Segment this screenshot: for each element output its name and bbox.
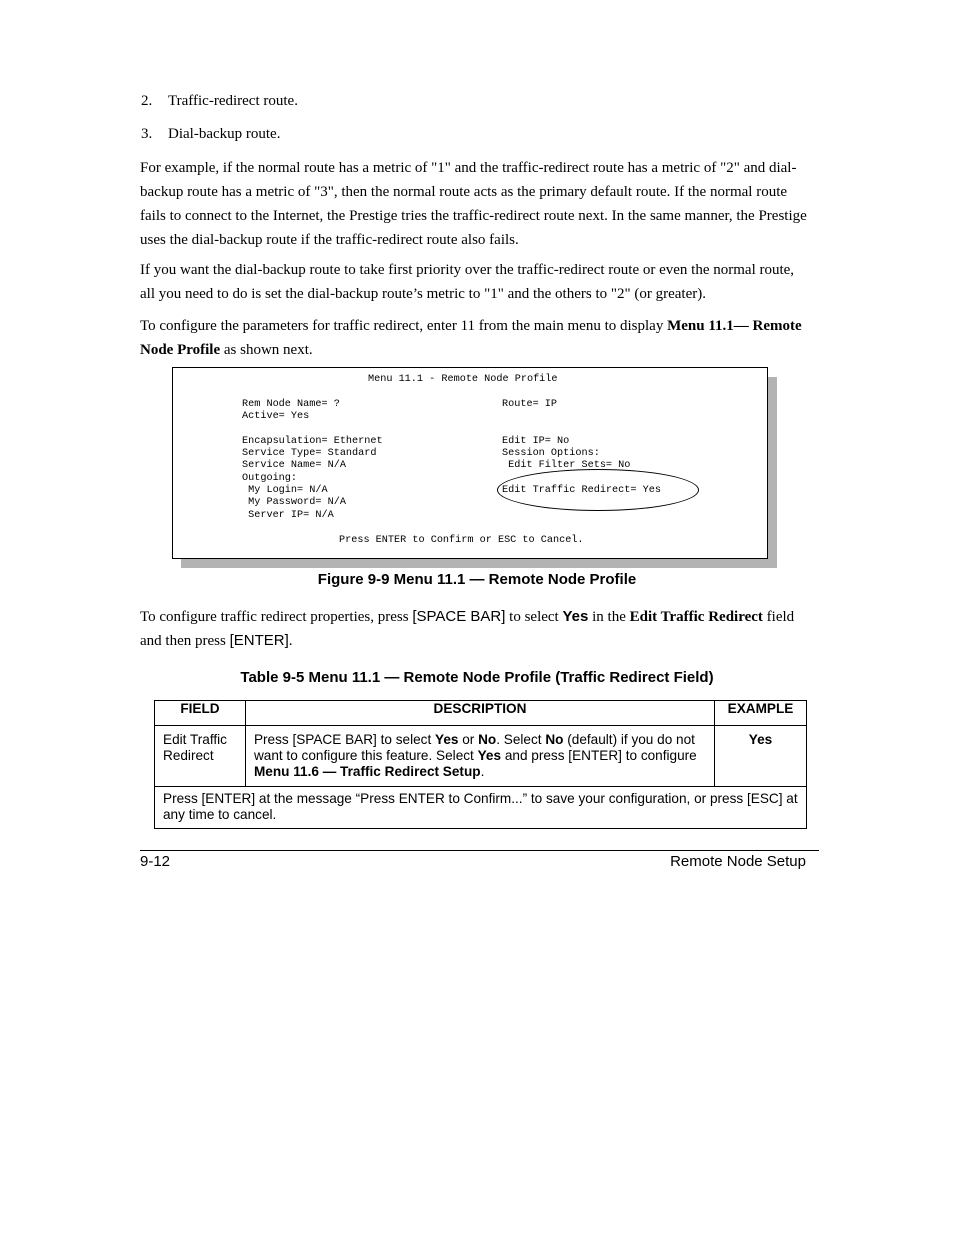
key-enter: [ENTER]	[229, 632, 289, 649]
field-table	[154, 700, 807, 829]
table-footer-row	[155, 787, 807, 829]
cell-example: Yes	[715, 726, 807, 787]
figure-caption: Figure 9-9 Menu 11.1 — Remote Node Profile	[317, 571, 637, 588]
header-example: EXAMPLE	[715, 701, 807, 726]
screen-left-column: Rem Node Name= ? Active= Yes Encapsulation= Ethernet Service Type= Standard Service Name= N/A Outgoing: My Login= N/A My Password= N/A Server IP= N/A	[242, 399, 383, 521]
field-name: Edit Traffic Redirect	[629, 609, 763, 625]
table-caption: Table 9-5 Menu 11.1 — Remote Node Profile (Traffic Redirect Field)	[240, 669, 714, 686]
list-item	[141, 89, 811, 113]
list-number: 2.	[141, 93, 153, 109]
list-number: 3.	[141, 126, 153, 142]
cell-field: Edit Traffic Redirect	[155, 726, 246, 787]
page-number: 9-12	[140, 853, 171, 870]
paragraph-configure-traffic-redirect: To configure traffic redirect properties, press [SPACE BAR] to select Yes in the Edit Traffic Redirect field and then press [ENTER].	[140, 608, 795, 649]
menu-reference: Menu 11.1— Remote Node Profile	[140, 318, 802, 358]
section-name: Remote Node Setup	[670, 853, 806, 870]
list-text: Traffic-redirect route.	[168, 93, 298, 109]
list-text: Dial-backup route.	[168, 126, 281, 142]
paragraph-dial-backup-priority: If you want the dial-backup route to take first priority over the traffic-redirect route or even the normal route, all you need to do is set the dial-backup route’s metric to "1" and the others to "2" (or greater).	[140, 262, 795, 302]
header-description: DESCRIPTION	[245, 701, 714, 726]
screen-right-column: Route= IP Edit IP= No Session Options: Edit Filter Sets= No Edit Traffic Redirect= Yes	[502, 399, 661, 497]
key-space-bar: [SPACE BAR]	[412, 608, 506, 625]
table-row	[155, 726, 807, 787]
paragraph-configure-intro: To configure the parameters for traffic redirect, enter 11 from the main menu to display Menu 11.1— Remote Node Profile as shown next.	[140, 318, 802, 358]
paragraph-route-metric-example: For example, if the normal route has a metric of "1" and the traffic-redirect route has a metric of "2" and dial-backup route has a metric of "3", then the normal route acts as the primary default route. If the normal route fails to connect to the Internet, the Prestige tries the traffic-redirect route next. In the same manner, the Prestige uses the dial-backup route if the traffic-redirect route also fails.	[140, 160, 807, 248]
cell-description: Press [SPACE BAR] to select Yes or No. Select No (default) if you do not want to configure this feature. Select Yes and press [ENTER] to configure Menu 11.6 — Traffic Redirect Setup.	[245, 726, 714, 787]
screen-title: Menu 11.1 - Remote Node Profile	[368, 374, 558, 385]
list-item	[141, 122, 811, 146]
footer-rule	[140, 850, 819, 851]
screen-footer: Press ENTER to Confirm or ESC to Cancel.	[339, 535, 584, 546]
value-yes: Yes	[562, 608, 589, 625]
header-field: FIELD	[155, 701, 246, 726]
cell-footer: Press [ENTER] at the message “Press ENTER to Confirm...” to save your configuration, or press [ESC] at any time to cancel.	[155, 787, 807, 829]
highlight-oval	[497, 469, 699, 511]
table-header-row	[155, 701, 807, 726]
